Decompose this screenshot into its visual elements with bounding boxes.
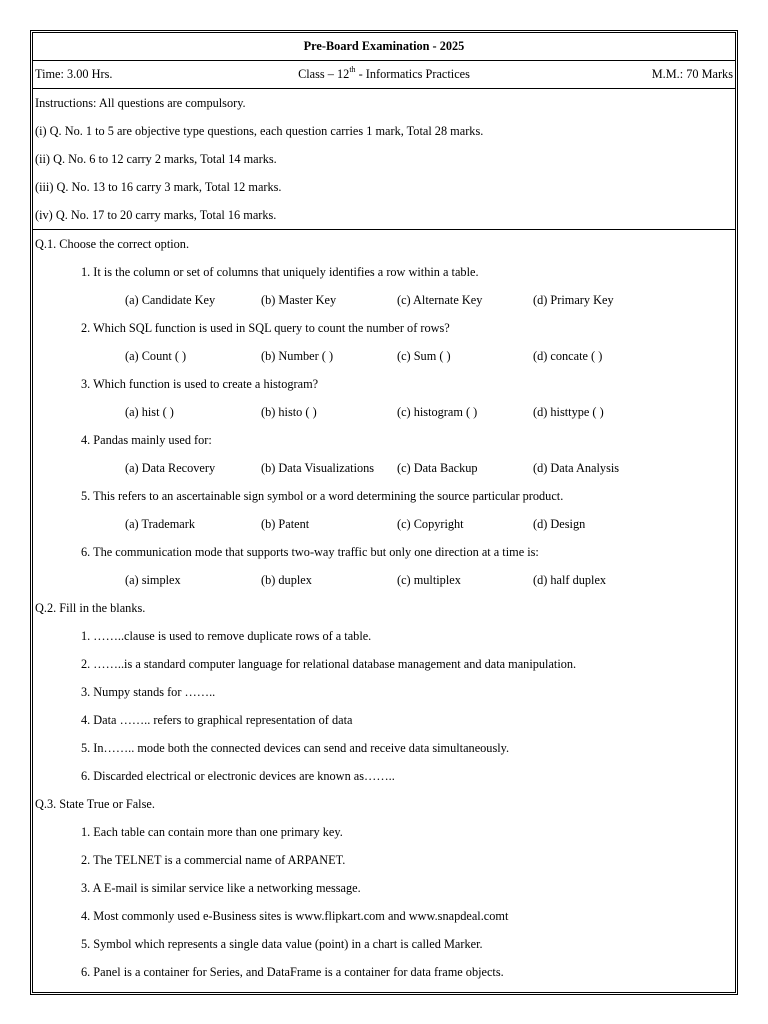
true-false-item: 1. Each table can contain more than one primary key. [81, 824, 343, 839]
option: (c) histogram ( ) [397, 404, 478, 419]
option: (d) histtype ( ) [533, 404, 604, 419]
option: (b) histo ( ) [261, 404, 317, 419]
question-1 [33, 230, 735, 594]
options-row [33, 286, 735, 314]
exam-title: Pre-Board Examination - 2025 [33, 33, 735, 61]
option: (b) Patent [261, 516, 310, 531]
option: (a) Count ( ) [125, 348, 187, 363]
option: (d) Data Analysis [533, 460, 620, 475]
exam-max-marks: M.M.: 70 Marks [651, 67, 733, 81]
class-subject: - Informatics Practices [355, 67, 470, 81]
question-item: 3. Which function is used to create a histogram? [81, 376, 319, 391]
option: (b) duplex [261, 572, 312, 587]
instructions-block [33, 89, 735, 230]
option: (a) Candidate Key [125, 292, 216, 307]
options-row [33, 566, 735, 594]
question-item: 6. The communication mode that supports two-way traffic but only one direction at a time is: [81, 544, 539, 559]
option: (d) Primary Key [533, 292, 614, 307]
class-prefix: Class – 12 [298, 67, 350, 81]
option: (d) concate ( ) [533, 348, 603, 363]
option: (d) Design [533, 516, 586, 531]
option: (c) Sum ( ) [397, 348, 451, 363]
true-false-item: 3. A E-mail is similar service like a networking message. [81, 880, 361, 895]
question-heading: Q.2. Fill in the blanks. [35, 600, 146, 615]
option: (b) Master Key [261, 292, 337, 307]
instruction-line: Instructions: All questions are compulsory. [35, 95, 246, 110]
exam-class [33, 67, 735, 82]
option: (c) Data Backup [397, 460, 478, 475]
blank-item: 1. ……..clause is used to remove duplicate rows of a table. [81, 628, 372, 643]
instruction-line: (i) Q. No. 1 to 5 are objective type questions, each question carries 1 mark, Total 28 marks. [35, 123, 484, 138]
exam-paper [32, 32, 736, 993]
option: (b) Number ( ) [261, 348, 334, 363]
question-item: 4. Pandas mainly used for: [81, 432, 212, 447]
option: (d) half duplex [533, 572, 607, 587]
option: (b) Data Visualizations [261, 460, 375, 475]
question-3 [33, 790, 735, 986]
question-2 [33, 594, 735, 790]
exam-time: Time: 3.00 Hrs. [35, 67, 113, 81]
option: (c) multiplex [397, 572, 461, 587]
true-false-item: 4. Most commonly used e-Business sites is www.flipkart.com and www.snapdeal.comt [81, 908, 509, 923]
page-border [30, 30, 738, 995]
exam-meta-row [33, 61, 735, 89]
true-false-item: 6. Panel is a container for Series, and DataFrame is a container for data frame objects. [81, 964, 504, 979]
question-item: 2. Which SQL function is used in SQL query to count the number of rows? [81, 320, 450, 335]
instruction-line: (iv) Q. No. 17 to 20 carry marks, Total 16 marks. [35, 207, 277, 222]
true-false-item: 2. The TELNET is a commercial name of ARPANET. [81, 852, 346, 867]
blank-item: 6. Discarded electrical or electronic devices are known as…….. [81, 768, 395, 783]
true-false-item: 5. Symbol which represents a single data value (point) in a chart is called Marker. [81, 936, 483, 951]
options-row [33, 510, 735, 538]
question-item: 1. It is the column or set of columns that uniquely identifies a row within a table. [81, 264, 479, 279]
question-heading: Q.1. Choose the correct option. [35, 236, 190, 251]
option: (c) Copyright [397, 516, 464, 531]
question-heading: Q.3. State True or False. [35, 796, 155, 811]
instruction-line: (iii) Q. No. 13 to 16 carry 3 mark, Total 12 marks. [35, 179, 282, 194]
options-row [33, 398, 735, 426]
option: (a) Data Recovery [125, 460, 216, 475]
option: (a) Trademark [125, 516, 196, 531]
option: (a) simplex [125, 572, 181, 587]
instruction-line: (ii) Q. No. 6 to 12 carry 2 marks, Total 14 marks. [35, 151, 277, 166]
class-superscript: th [349, 65, 356, 74]
question-item: 5. This refers to an ascertainable sign symbol or a word determining the source particular product. [81, 488, 564, 503]
blank-item: 5. In…….. mode both the connected devices can send and receive data simultaneously. [81, 740, 510, 755]
blank-item: 3. Numpy stands for …….. [81, 684, 216, 699]
options-row [33, 454, 735, 482]
blank-item: 4. Data …….. refers to graphical representation of data [81, 712, 353, 727]
option: (a) hist ( ) [125, 404, 174, 419]
option: (c) Alternate Key [397, 292, 483, 307]
blank-item: 2. ……..is a standard computer language for relational database management and data manipulation. [81, 656, 577, 671]
options-row [33, 342, 735, 370]
